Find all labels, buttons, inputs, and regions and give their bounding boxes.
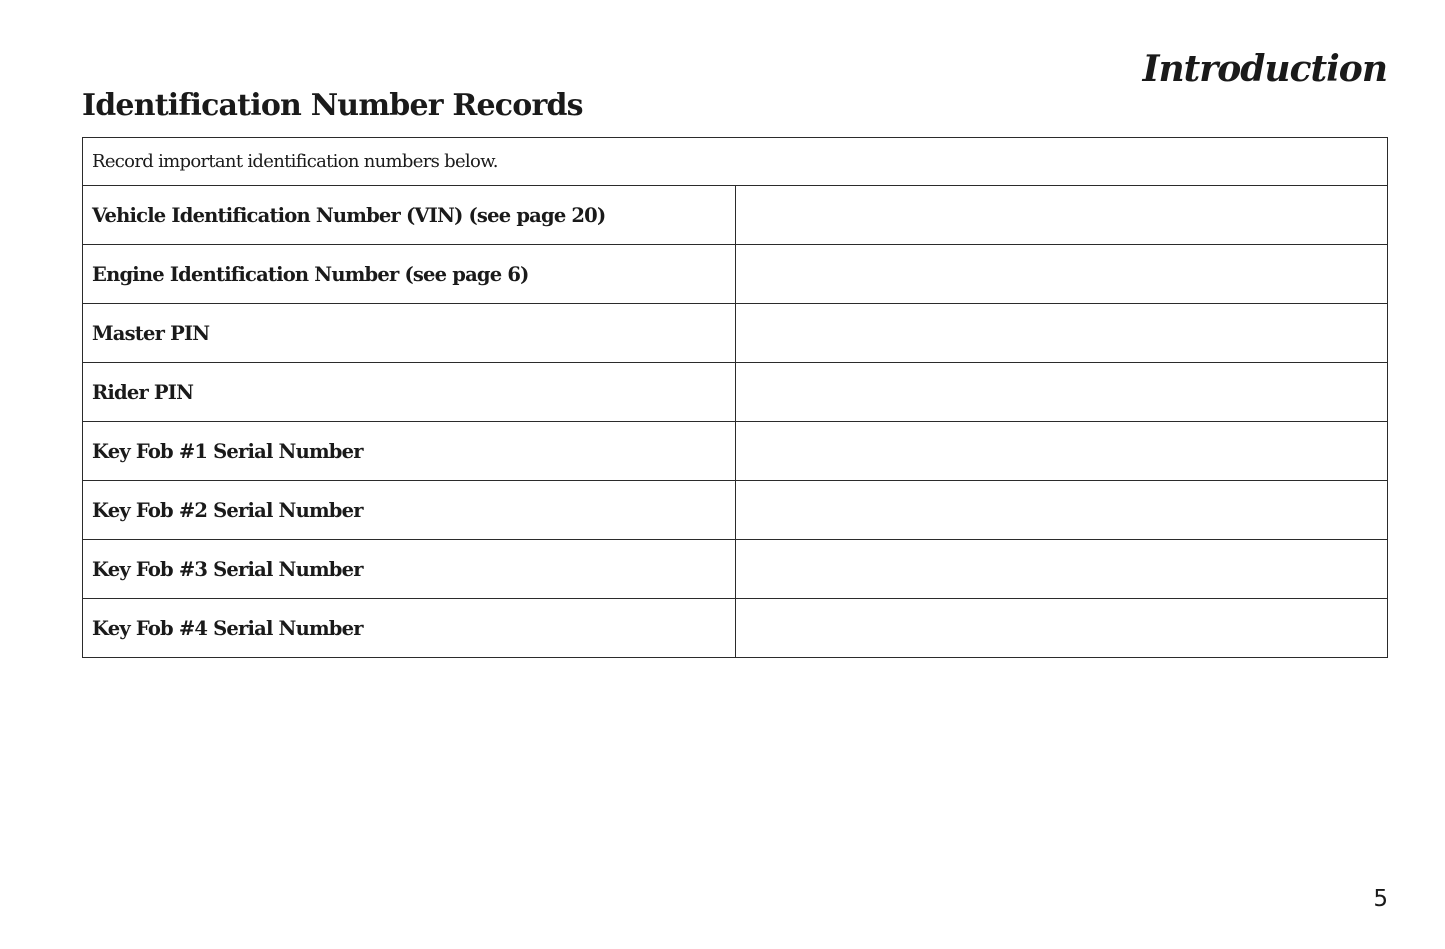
page-title: Identification Number Records: [82, 88, 583, 123]
table-row-engine-id: [83, 245, 1388, 304]
row-label: Key Fob #1 Serial Number: [83, 422, 736, 481]
row-label: Key Fob #2 Serial Number: [83, 481, 736, 540]
row-label: Key Fob #3 Serial Number: [83, 540, 736, 599]
row-label: Master PIN: [83, 304, 736, 363]
row-value-field: [735, 422, 1388, 481]
table-row-master-pin: [83, 304, 1388, 363]
row-label: Key Fob #4 Serial Number: [83, 599, 736, 658]
table-row-key-fob-3: [83, 540, 1388, 599]
row-value-field: [735, 481, 1388, 540]
table-intro-row: [83, 138, 1388, 186]
row-value-field: [735, 363, 1388, 422]
row-label: Rider PIN: [83, 363, 736, 422]
row-value-field: [735, 540, 1388, 599]
table-row-key-fob-1: [83, 422, 1388, 481]
section-title: Introduction: [1142, 48, 1387, 90]
row-value-field: [735, 599, 1388, 658]
table-row-rider-pin: [83, 363, 1388, 422]
row-value-field: [735, 245, 1388, 304]
table-row-vin: [83, 186, 1388, 245]
row-label: Engine Identification Number (see page 6): [83, 245, 736, 304]
page-number: 5: [1373, 886, 1388, 912]
identification-records-table: [82, 137, 1388, 658]
table-row-key-fob-2: [83, 481, 1388, 540]
row-value-field: [735, 304, 1388, 363]
table-intro-text: Record important identification numbers below.: [83, 138, 1388, 186]
row-value-field: [735, 186, 1388, 245]
table-row-key-fob-4: [83, 599, 1388, 658]
row-label: Vehicle Identification Number (VIN) (see page 20): [83, 186, 736, 245]
